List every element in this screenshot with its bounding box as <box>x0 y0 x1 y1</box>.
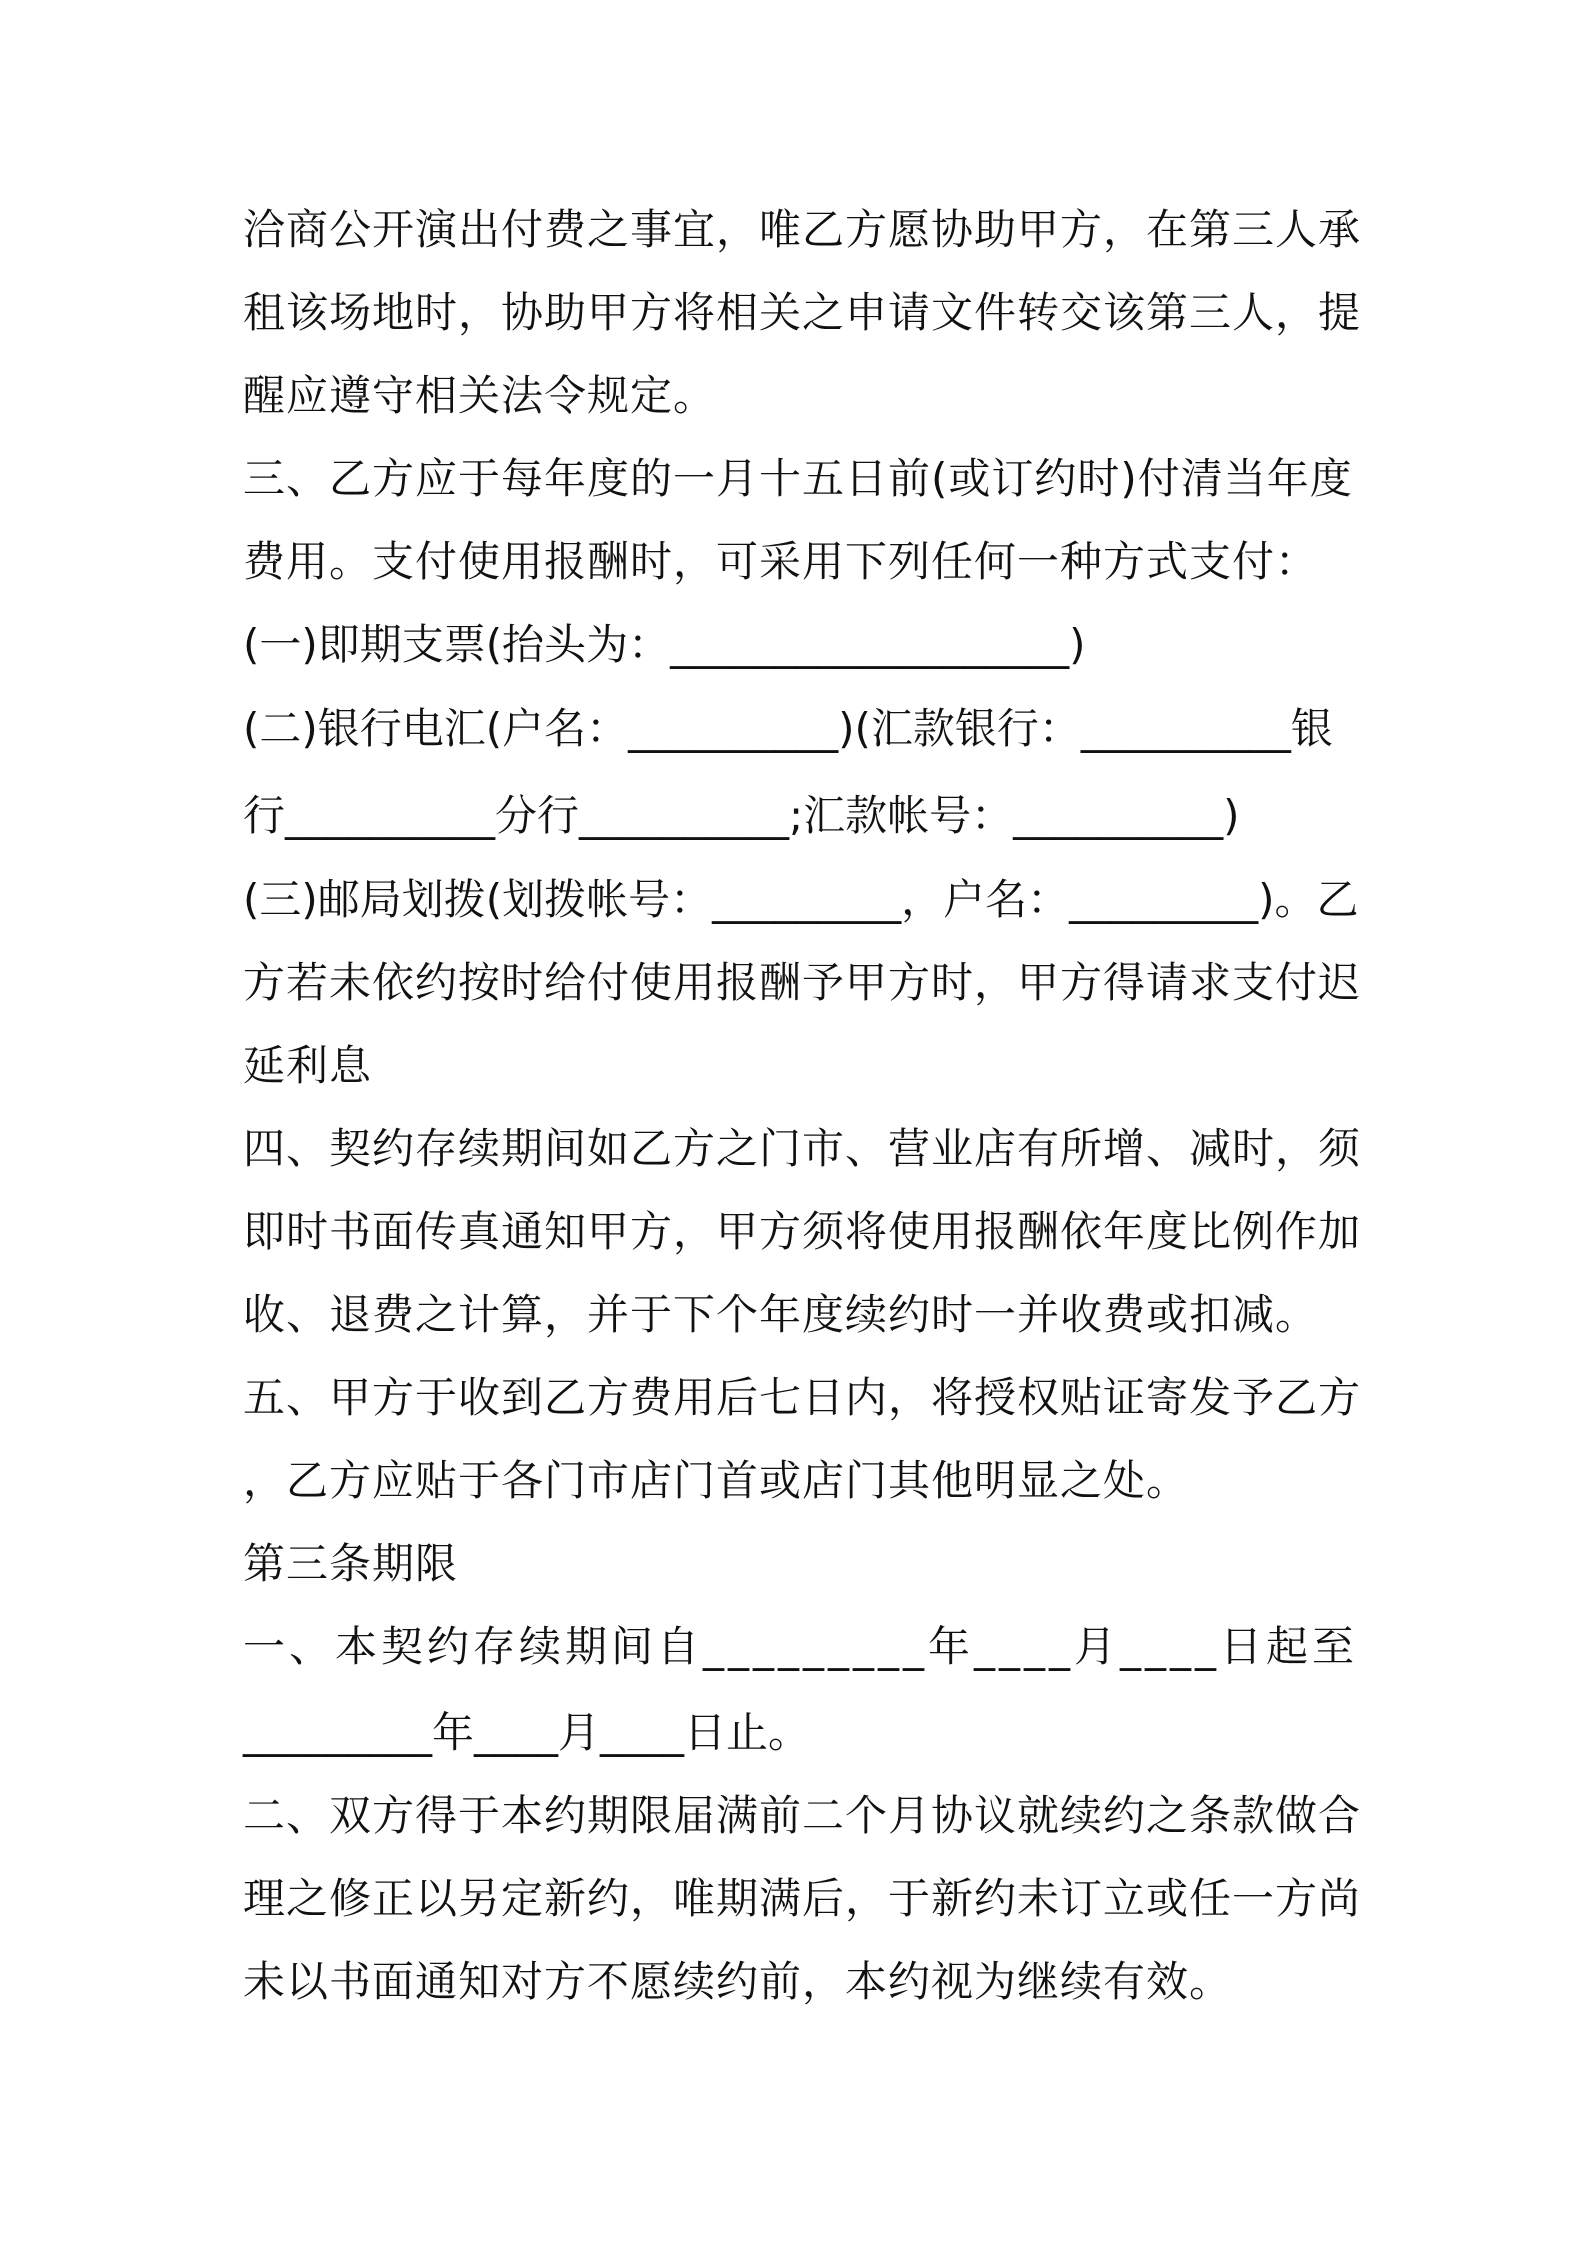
text-line: 洽商公开演出付费之事宜，唯乙方愿协助甲方，在第三人承 <box>243 205 1362 254</box>
text-line: (二)银行电汇(户名：__________)(汇款银行：__________银 <box>243 704 1333 753</box>
text-line: 租该场地时，协助甲方将相关之申请文件转交该第三人，提 <box>243 288 1362 337</box>
text-line: (一)即期支票(抬头为：___________________) <box>243 620 1086 669</box>
section-heading: 第三条期限 <box>243 1539 459 1588</box>
text-line: ，乙方应贴于各门市店门首或店门其他明显之处。 <box>243 1456 1190 1505</box>
text-line: 延利息 <box>243 1041 373 1090</box>
text-line: _________年____月____日止。 <box>243 1708 811 1757</box>
text-line: 四、契约存续期间如乙方之门市、营业店有所增、减时，须 <box>243 1124 1362 1173</box>
text-line: 即时书面传真通知甲方，甲方须将使用报酬依年度比例作加 <box>243 1207 1362 1256</box>
text-line: 醒应遵守相关法令规定。 <box>243 371 717 420</box>
text-line: 费用。支付使用报酬时，可采用下列任何一种方式支付： <box>243 537 1319 586</box>
text-line: 行__________分行__________;汇款帐号：__________) <box>243 791 1240 840</box>
text-line: 五、甲方于收到乙方费用后七日内，将授权贴证寄发予乙方 <box>243 1373 1362 1422</box>
text-line: 未以书面通知对方不愿续约前，本约视为继续有效。 <box>243 1957 1233 2006</box>
text-line: 理之修正以另定新约，唯期满后，于新约未订立或任一方尚 <box>243 1874 1362 1923</box>
text-line: (三)邮局划拨(划拨帐号：_________，户名：_________)。乙 <box>243 875 1359 924</box>
text-line: 收、退费之计算，并于下个年度续约时一并收费或扣减。 <box>243 1290 1319 1339</box>
text-line: 方若未依约按时给付使用报酬予甲方时，甲方得请求支付迟 <box>243 958 1362 1007</box>
text-line: 二、双方得于本约期限届满前二个月协议就续约之条款做合 <box>243 1791 1362 1840</box>
text-line: 三、乙方应于每年度的一月十五日前(或订约时)付清当年度 <box>243 454 1353 503</box>
text-line: 一、本契约存续期间自_________年____月____日起至 <box>243 1622 1359 1671</box>
